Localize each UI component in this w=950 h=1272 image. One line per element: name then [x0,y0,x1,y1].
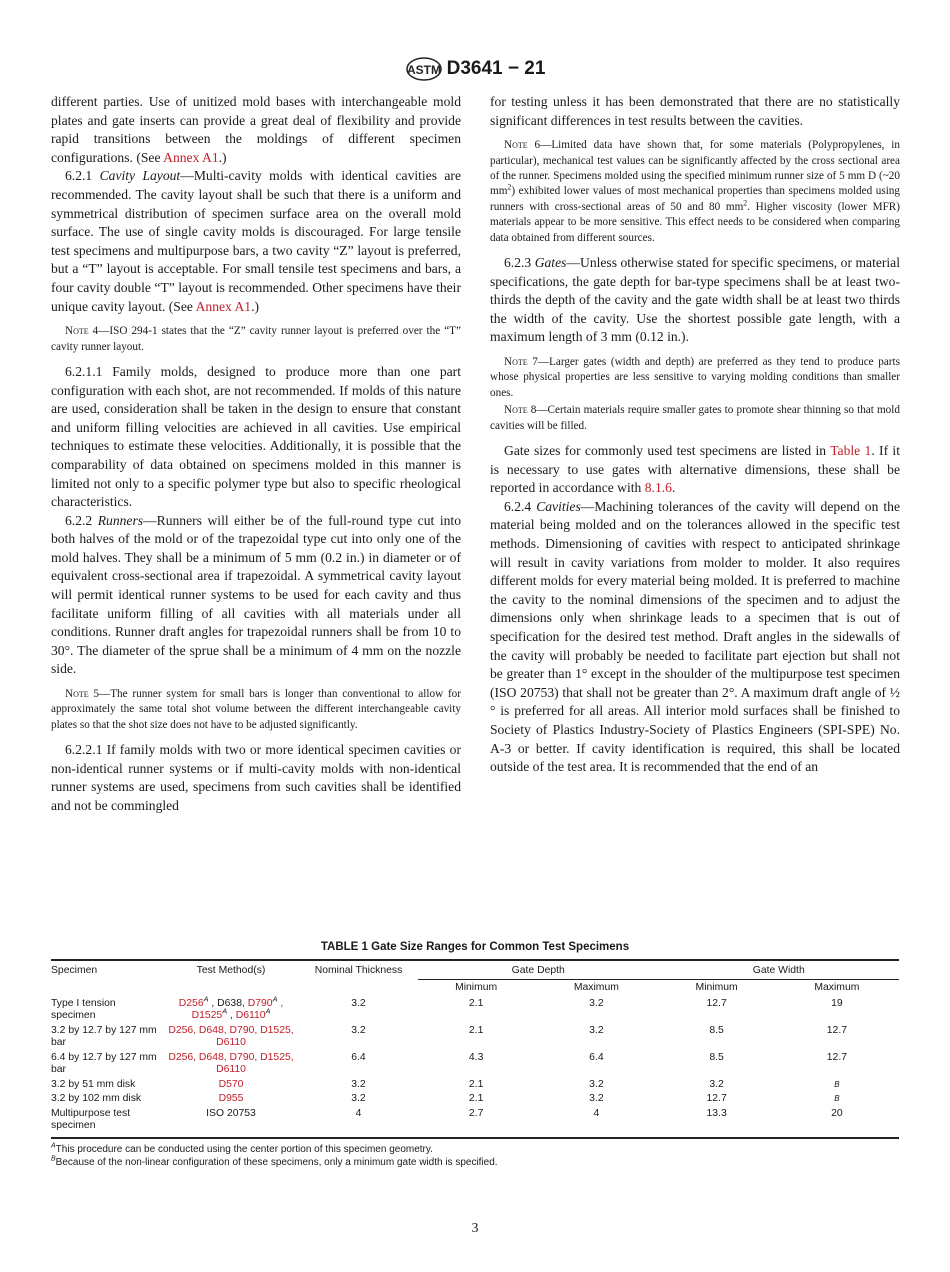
annex-a1-link[interactable]: Annex A1 [163,149,219,165]
text: . If it is necessary to use gates with alternative dimensions, these shall be reported in accordance with [490,443,900,496]
cell-width-min: 12.7 [706,997,727,1009]
table-row [51,1024,899,1051]
col-header-gate-depth: Gate Depth [418,960,658,980]
text: Gate sizes for commonly used test specimens are listed in [504,443,831,459]
note-text: —The runner system for small bars is longer than conventional to allow for approximately the same total shot volume between the different interchangeable cavity plates so that the shot size does not have to be adjusted significantly. [51,688,462,731]
cell-depth-max: 3.2 [589,1093,604,1104]
section-number: 6.2.2 [65,512,98,528]
section-6-2-3 [490,254,900,347]
cell-depth-min: 2.1 [468,997,484,1009]
cell-thickness: 3.2 [351,1078,366,1090]
note-6 [490,138,900,246]
cell-width-max: 19 [831,997,843,1009]
note-text: . Higher viscosity (lower MFR) materials appear to be more sensitive. This effect needs to be considered when comparing data obtained from different sources. [490,200,900,244]
cell-width-min: 12.7 [706,1093,727,1104]
d790-link[interactable]: D790 [247,997,273,1009]
cell-depth-min: 2.7 [418,1107,534,1138]
cell-width-max: B [834,1079,840,1089]
superscript: 2 [507,182,512,192]
col-header-thickness: Nominal Thickness [299,960,418,997]
col-header-method: Test Method(s) [163,960,299,997]
footnote-text: This procedure can be conducted using the center portion of this specimen geometry. [55,1143,433,1155]
col-header-width-min: Minimum [658,980,774,997]
cell-width-min: 13.3 [658,1107,774,1138]
footnote-mark: A [203,994,209,1004]
table-footnotes [51,1143,899,1169]
text: .) [251,298,260,314]
text: —Machining tolerances of the cavity will depend on the material being molded and on the tolerances allowed in the specific test methods. Dimensioning of cavities with respect to anticipated shrinkage will result in cavity variations from molder to molder. It also requires different molds for every material being molded. It is preferred to machine the cavity to the nominal dimensions of the specimen and to adjust the dimensions only when shrinkage leads to a specimen that is out of specification for the desired test method. Draft angles in the sidewalls of the cavity will probably be needed to facilitate part ejection but shall not be greater than 1° except in the shoulder of the multipurpose test specimen (ISO 20753) that shall not be greater than 2°. A maximum draft angle of ½ ° is preferred for all areas. All interior mold surfaces shall be finished to Society of Plastics Industry-Society of Plastics Engineers (SPI-SPE) No. A-3 or better. If cavity identification is required, this shall be located outside of the test area. It is recommended that the end of an [490,498,900,775]
d6110-link[interactable]: D6110 [235,1010,266,1021]
note-label: Note 5 [65,688,100,701]
cell-methods[interactable]: D570 [218,1078,244,1090]
section-heading: Cavity Layout [99,168,181,184]
note-text: —Larger gates (width and depth) are preferred as they tend to produce parts whose physical properties are less sensitive to varying molding conditions than smaller ones. [490,356,900,399]
cell-specimen: 3.2 by 102 mm disk [51,1093,142,1104]
table-title: TABLE 1 Gate Size Ranges for Common Test Specimens [320,941,630,953]
text: . [671,480,676,496]
section-heading: Cavities [536,498,581,514]
cell-methods: ISO 20753 [163,1107,299,1138]
left-column [51,93,461,816]
text: —Multi-cavity molds with identical cavities are recommended. The cavity layout shall be such that there is a uniform and symmetrical distribution of specimen surface area on the overall mold surface. The use of single cavity molds is discouraged. For large tensile test specimens and multipurpose bars, a two cavity “Z” layout is preferred, but a “T” layout is acceptable. For small tensile test specimens and bars, a four cavity double “T” layout is recommended. Other specimens have their unique cavity layout. (See [51,168,461,314]
note-text: —Limited data have shown that, for some materials (Polypropylenes, in particular), mechanical test values can be significantly affected by the cross sectional area of the runner. Specimens molded using the specified minimum runner size of 5 mm D (~20 mm [490,139,900,198]
section-6-2-4 [490,498,900,777]
cell-width-min: 8.5 [709,1051,724,1063]
section-number: 6.2.3 [504,255,535,271]
cell-specimen: Multipurpose test specimen [51,1107,163,1138]
text: different parties. Use of unitized mold bases with interchangeable mold plates and gate inserts can provide a great deal of flexibility and provide rapid transitions between the moldings of different specimen configurations. (See [51,94,461,165]
cell-width-max: 12.7 [826,1024,847,1036]
section-heading: Runners [97,512,144,528]
cell-methods [163,994,299,1024]
cell-width-max: B [834,1094,840,1103]
note-8 [490,403,900,434]
section-8-1-6-link[interactable]: 8.1.6 [644,480,672,496]
note-label: Note 8 [504,404,537,417]
cell-specimen: 3.2 by 12.7 by 127 mm bar [51,1024,157,1048]
cell-specimen: Type I tension specimen [51,997,116,1021]
footnote-mark: B [51,1155,56,1163]
cell-thickness: 6.4 [351,1051,366,1063]
text: —Runners will either be of the full-round type cut into both halves of the mold or of the trapezoidal type cut into only one of the mold halves. They shall be a minimum of 5 mm (0.2 in.) in diameter or of equivalent cross-sectional area if trapezoidal. A symmetrical cavity layout will permit identical runner systems to be used for each cavity and thus facilitate uniform filling of all cavities with all materials under all conditions. Runner draft angles for trapezoidal runners shall be from 10 to 30°. The diameter of the sprue shall be a minimum of 4 mm on the nozzle side. [51,512,461,677]
cell-methods[interactable]: D955 [218,1093,244,1104]
right-column [490,93,900,777]
cell-depth-max: 3.2 [589,1024,604,1036]
col-header-width-max: Maximum [775,980,899,997]
svg-text:ASTM: ASTM [406,63,441,77]
text: , [227,1010,236,1021]
cell-width-max: 12.7 [826,1051,847,1063]
cell-thickness: 3.2 [351,1093,366,1104]
cell-width-max: 20 [775,1107,899,1138]
cell-methods[interactable]: D256, D648, D790, D1525, D6110 [168,1051,294,1075]
cell-thickness: 4 [299,1107,418,1138]
footnote-a [51,1143,899,1156]
annex-a1-link[interactable]: Annex A1 [195,298,252,314]
footnote-b [51,1156,899,1169]
table-1-link[interactable]: Table 1 [830,443,872,459]
footnote-text: Because of the non-linear configuration of these specimens, only a minimum gate width is specified. [55,1156,498,1168]
note-text: ) exhibited lower values of most mechanical properties than specimens molded using runners with cross-sectional areas of 50 and 80 mm [490,185,900,213]
note-label: Note 4 [65,325,99,338]
footnote-mark: A [51,1142,56,1150]
cell-depth-min: 2.1 [468,1093,484,1104]
superscript: 2 [743,198,748,208]
paragraph [51,93,461,167]
cell-depth-max: 3.2 [589,1078,604,1090]
table-1 [51,941,899,1169]
footnote-mark: A [222,1006,228,1016]
section-heading: Gates [534,255,567,271]
col-header-specimen: Specimen [51,960,163,997]
note-text: —ISO 294-1 states that the “Z” cavity runner layout is preferred over the “T” cavity runner layout. [51,325,461,353]
astm-logo-icon [405,56,443,82]
section-number: 6.2.1 [65,168,100,184]
text: .) [218,149,227,165]
note-label: Note 6 [504,139,541,152]
paragraph: for testing unless it has been demonstrated that there are no statistically significant differences in test results between the cavities. [490,94,900,128]
gate-size-table [51,959,899,1139]
col-header-depth-max: Maximum [534,980,658,997]
cell-width-min: 3.2 [709,1078,724,1090]
table-row [51,1092,899,1107]
note-7 [490,355,900,401]
cell-depth-max: 6.4 [589,1051,604,1063]
section-6-2-1 [51,167,461,316]
cell-methods[interactable]: D256, D648, D790, D1525, D6110 [168,1024,294,1048]
footnote-mark: A [272,994,278,1004]
section-6-2-1-1: 6.2.1.1 Family molds, designed to produce more than one part configuration with each shot, are not recommended. If molds of this nature are used, consideration shall be taken in the design to ensure that constant and uniform filling velocities are achieved in all cavities. Use empirical techniques to estimate these velocities. Additionally, it is possible that the comparability of data obtained on specimens molded in this manner is limited not only to a specific polymer type but also to specific rheological characteristics. [51,363,461,510]
note-text: —Certain materials require smaller gates to promote shear thinning so that mold cavities will be filled. [490,404,900,432]
page-header [0,56,950,82]
note-label: Note 7 [504,356,538,368]
section-number: 6.2.4 [504,498,537,514]
table-row [51,1051,899,1078]
cell-specimen: 3.2 by 51 mm disk [51,1078,136,1090]
cell-depth-min: 2.1 [468,1024,484,1036]
col-header-depth-min: Minimum [418,980,534,997]
cell-depth-max: 3.2 [589,997,604,1009]
d256-link[interactable]: D256 [178,997,204,1009]
cell-thickness: 3.2 [351,997,366,1009]
d1525-link[interactable]: , D1525 [191,997,284,1021]
text: —Unless otherwise stated for specific specimens, or material specifications, the gate depth for bar-type specimens shall be at least two-thirds the depth of the cavity and the gate width shall be at least two thirds the width of the cavity. Use the shortest possible gate length, with a maximum length of 3 mm (0.12 in.). [490,255,900,345]
col-header-gate-width: Gate Width [658,960,899,980]
table-row [51,997,899,1024]
text: , D638, [208,997,248,1009]
paragraph [490,442,900,498]
section-6-2-2 [51,512,461,679]
cell-depth-max: 4 [534,1107,658,1138]
cell-thickness: 3.2 [351,1024,366,1036]
cell-width-min: 8.5 [709,1024,724,1036]
note-4 [51,324,461,355]
cell-specimen: 6.4 by 12.7 by 127 mm bar [51,1051,157,1075]
section-6-2-2-1: 6.2.2.1 If family molds with two or more identical specimen cavities or non-identical runner systems or if multi-cavity molds with non-identical runner systems are used, specimens from such cavities shall be identified and not be commingled [51,742,461,814]
note-5 [51,687,461,733]
footnote-mark: A [265,1006,271,1016]
cell-depth-min: 4.3 [468,1051,484,1063]
page-number: 3 [471,1220,479,1235]
cell-depth-min: 2.1 [468,1078,484,1090]
document-code: D3641 − 21 [446,58,546,79]
table-row [51,1078,899,1093]
table-row [51,1107,899,1138]
